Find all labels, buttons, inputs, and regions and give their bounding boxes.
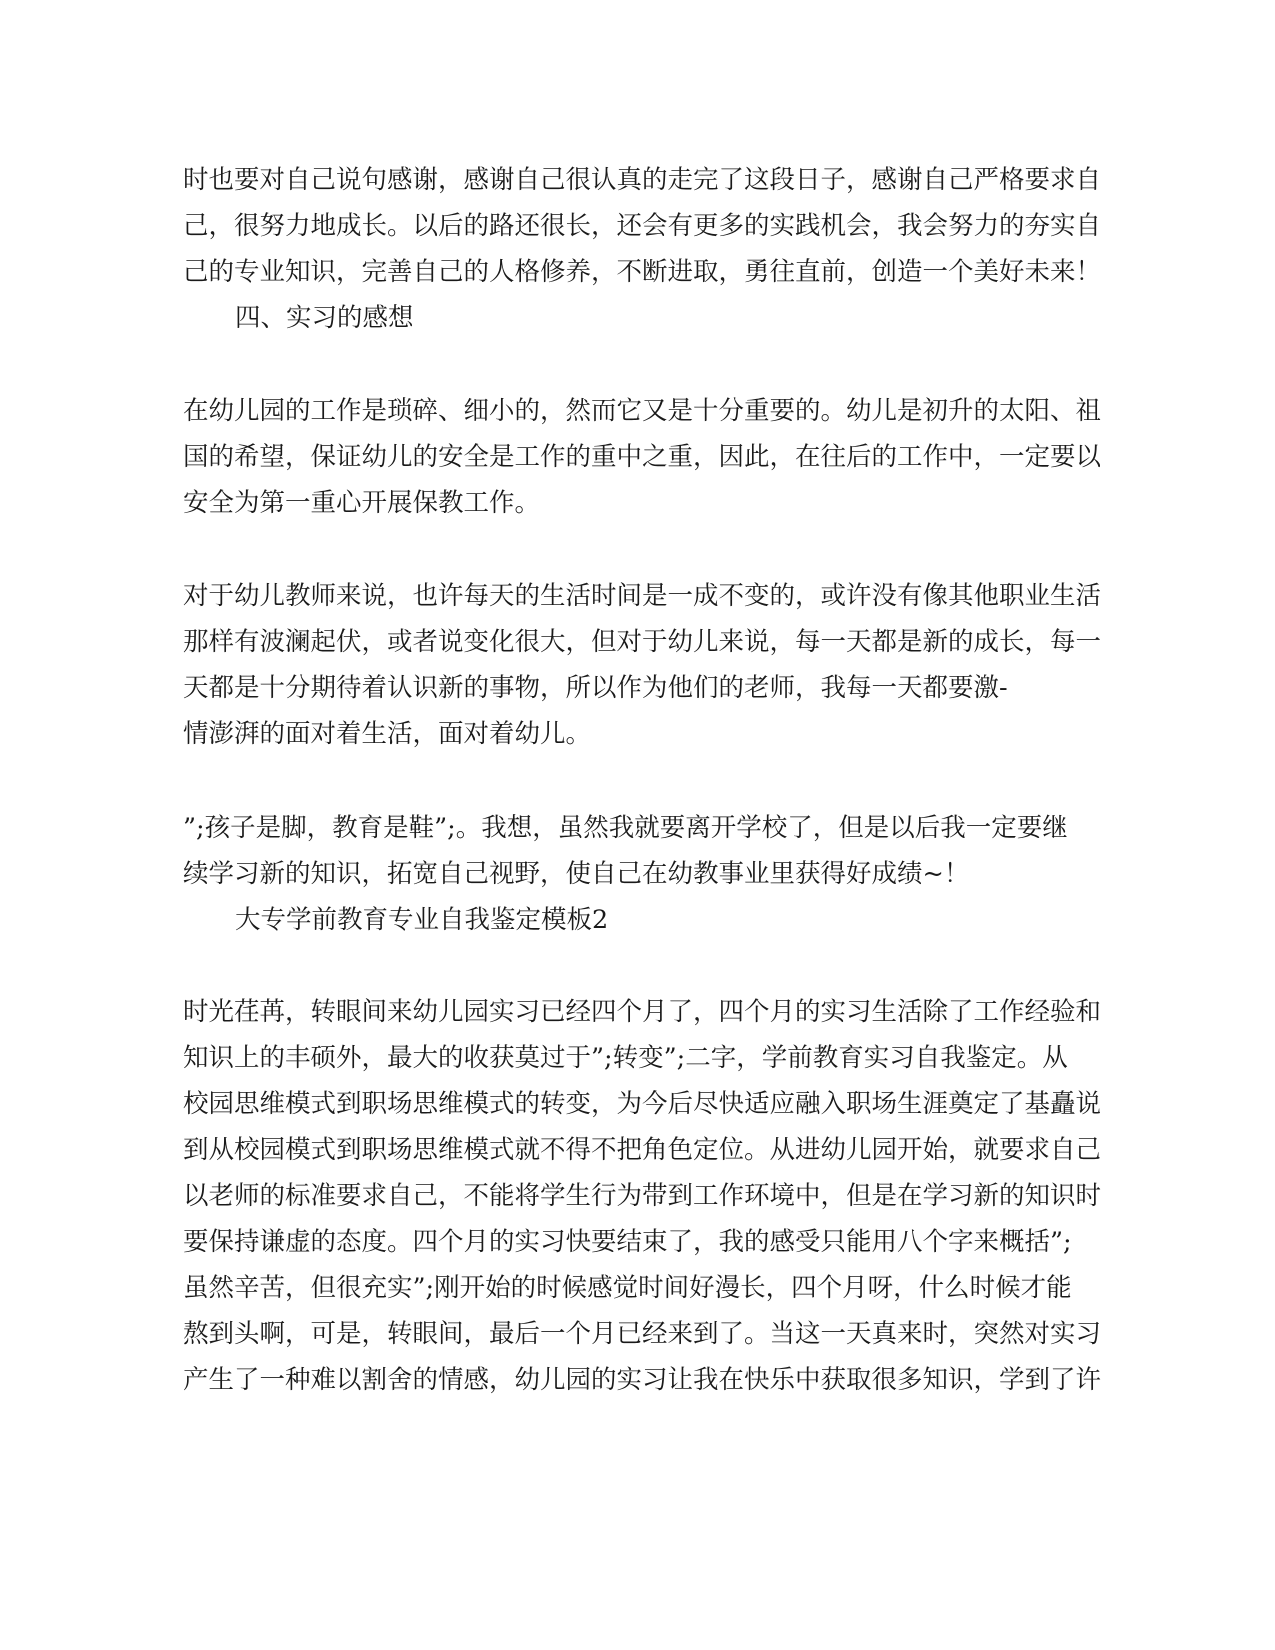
paragraph-line: 对于幼儿教师来说，也许每天的生活时间是一成不变的，或许没有像其他职业生活 — [183, 581, 1102, 611]
paragraph-line: 校园思维模式到职场思维模式的转变，为今后尽快适应融入职场生涯奠定了基矗说 — [183, 1089, 1102, 1119]
paragraph-line: 时光荏苒，转眼间来幼儿园实习已经四个月了，四个月的实习生活除了工作经验和 — [183, 997, 1102, 1027]
paragraph-line: 续学习新的知识，拓宽自己视野，使自己在幼教事业里获得好成绩~！ — [183, 859, 970, 889]
paragraph-line: 以老师的标准要求自己，不能将学生行为带到工作环境中，但是在学习新的知识时 — [183, 1181, 1102, 1211]
paragraph-line: ”;孩子是脚，教育是鞋”;。我想，虽然我就要离开学校了，但是以后我一定要继 — [183, 813, 1068, 843]
section-heading: 大专学前教育专业自我鉴定模板2 — [235, 905, 609, 935]
paragraph-line: 天都是十分期待着认识新的事物，所以作为他们的老师，我每一天都要激- — [183, 673, 1008, 703]
paragraph-line: 要保持谦虚的态度。四个月的实习快要结束了，我的感受只能用八个字来概括”; — [183, 1227, 1072, 1257]
paragraph-line: 在幼儿园的工作是琐碎、细小的，然而它又是十分重要的。幼儿是初升的太阳、祖 — [183, 396, 1102, 426]
paragraph-line: 情澎湃的面对着生活，面对着幼儿。 — [183, 719, 592, 749]
paragraph-line: 到从校园模式到职场思维模式就不得不把角色定位。从进幼儿园开始，就要求自己 — [183, 1135, 1102, 1165]
paragraph-line: 虽然辛苦，但很充实”;刚开始的时候感觉时间好漫长，四个月呀，什么时候才能 — [183, 1273, 1072, 1303]
paragraph-line: 时也要对自己说句感谢，感谢自己很认真的走完了这段日子，感谢自己严格要求自 — [183, 165, 1102, 195]
section-heading: 四、实习的感想 — [235, 303, 414, 333]
paragraph-line: 己的专业知识，完善自己的人格修养，不断进取，勇往直前，创造一个美好未来！ — [183, 257, 1102, 287]
paragraph-line: 那样有波澜起伏，或者说变化很大，但对于幼儿来说，每一天都是新的成长，每一 — [183, 627, 1102, 657]
paragraph-line: 国的希望，保证幼儿的安全是工作的重中之重，因此，在往后的工作中，一定要以 — [183, 442, 1102, 472]
paragraph-line: 产生了一种难以割舍的情感，幼儿园的实习让我在快乐中获取很多知识，学到了许 — [183, 1365, 1102, 1395]
paragraph-line: 知识上的丰硕外，最大的收获莫过于”;转变”;二字，学前教育实习自我鉴定。从 — [183, 1043, 1068, 1073]
paragraph-line: 安全为第一重心开展保教工作。 — [183, 488, 541, 518]
paragraph-line: 熬到头啊，可是，转眼间，最后一个月已经来到了。当这一天真来时，突然对实习 — [183, 1319, 1102, 1349]
paragraph-line: 己，很努力地成长。以后的路还很长，还会有更多的实践机会，我会努力的夯实自 — [183, 211, 1102, 241]
